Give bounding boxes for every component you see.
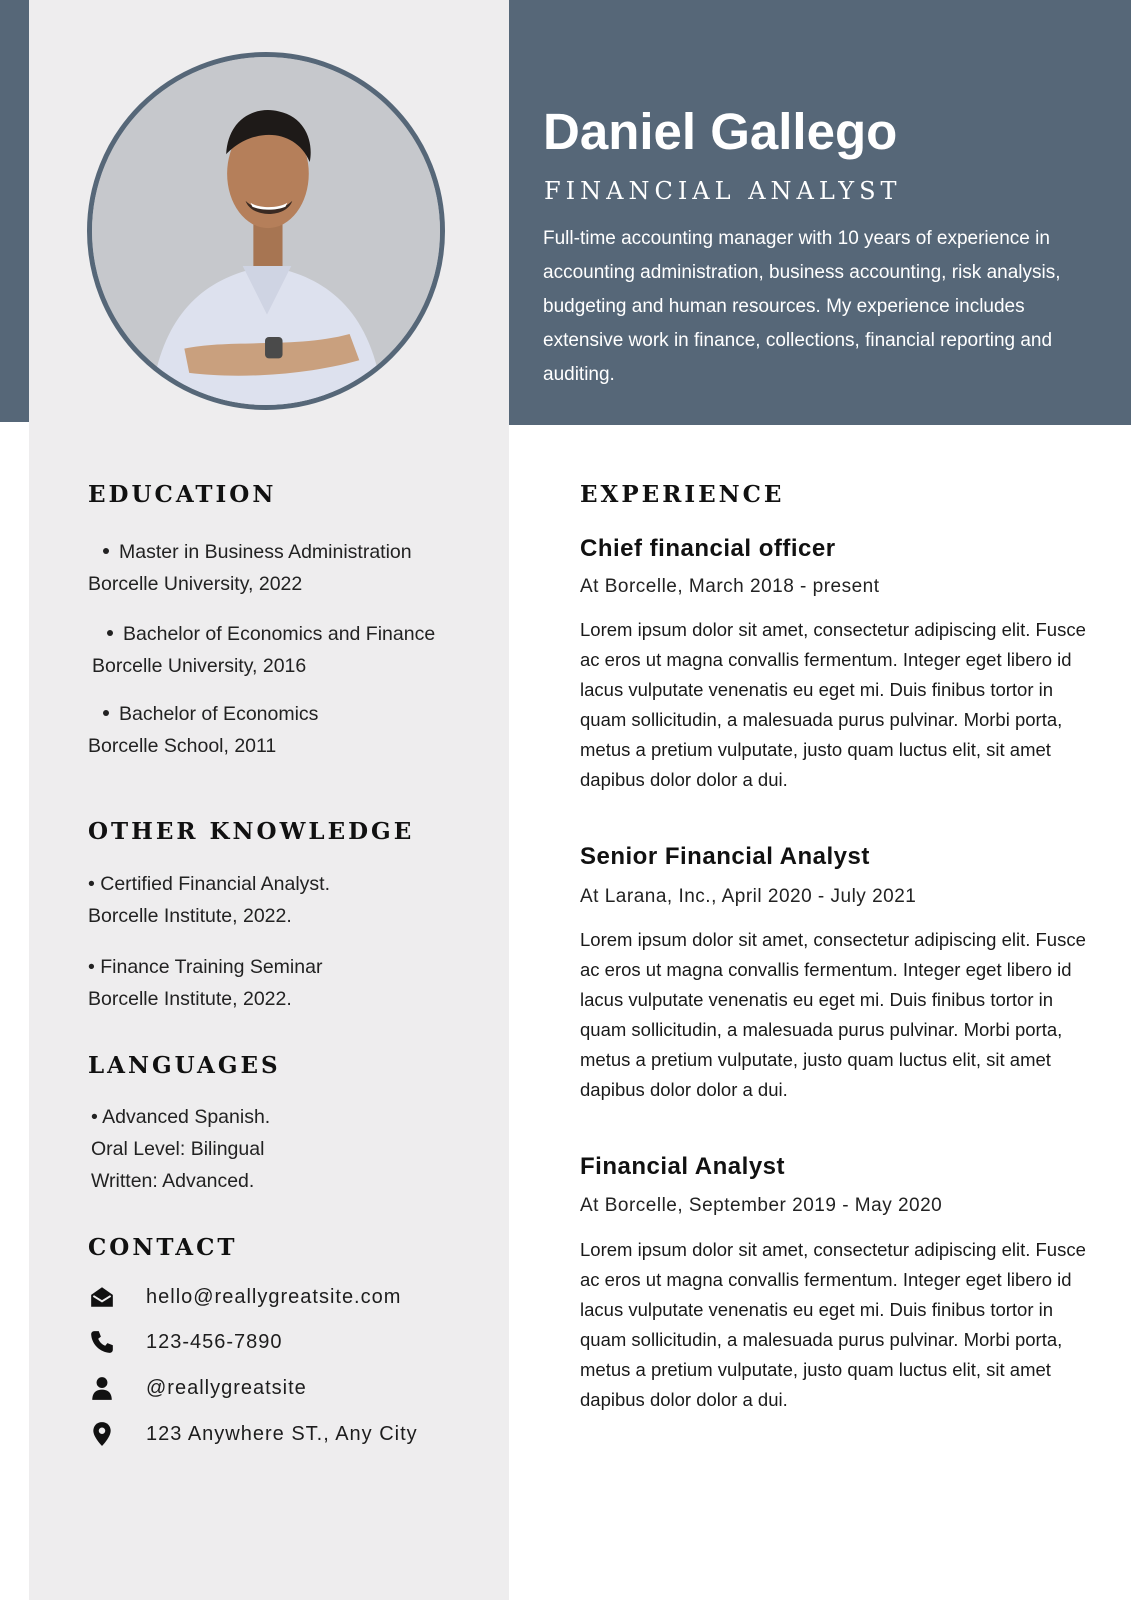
header-band-left <box>0 0 29 422</box>
portrait-image <box>92 57 440 405</box>
education-item <box>88 698 318 762</box>
job-title: Financial Analyst <box>580 1153 785 1180</box>
contact-phone[interactable]: 123-456-7890 <box>146 1330 283 1353</box>
job-description: Lorem ipsum dolor sit amet, consectetur adipiscing elit. Fusce ac eros ut magna convallis fermentum. Integer eget libero id lacus vulputate venenatis eu eget mi. Duis finibus tortor in quam sollicitudin, a malesuada purus pulvinar. Morbi porta, metus a pretium vulputate, justo quam luctus elit, sit amet dapibus dolor dolor a dui. <box>580 1239 1086 1410</box>
contact-email[interactable]: hello@reallygreatsite.com <box>146 1285 402 1308</box>
job-meta: At Borcelle, March 2018 - present <box>580 576 880 597</box>
contact-social[interactable]: @reallygreatsite <box>146 1376 307 1399</box>
job-title: Chief financial officer <box>580 535 836 562</box>
knowledge-detail: Borcelle Institute, 2022. <box>88 988 292 1010</box>
contact-social-row[interactable] <box>87 1372 307 1404</box>
person-icon <box>87 1373 117 1403</box>
other-knowledge-heading: OTHER KNOWLEDGE <box>88 818 415 845</box>
education-degree: Bachelor of Economics and Finance <box>123 623 436 645</box>
job-description: Lorem ipsum dolor sit amet, consectetur adipiscing elit. Fusce ac eros ut magna convallis fermentum. Integer eget libero id lacus vulputate venenatis eu eget mi. Duis finibus tortor in quam sollicitudin, a malesuada purus pulvinar. Morbi porta, metus a pretium vulputate, justo quam luctus elit, sit amet dapibus dolor dolor a dui. <box>580 619 1086 790</box>
job-role: FINANCIAL ANALYST <box>544 177 902 205</box>
education-degree: Bachelor of Economics <box>119 703 319 725</box>
job-description: Lorem ipsum dolor sit amet, consectetur adipiscing elit. Fusce ac eros ut magna convallis fermentum. Integer eget libero id lacus vulputate venenatis eu eget mi. Duis finibus tortor in quam sollicitudin, a malesuada purus pulvinar. Morbi porta, metus a pretium vulputate, justo quam luctus elit, sit amet dapibus dolor dolor a dui. <box>580 929 1086 1100</box>
education-item <box>92 618 435 682</box>
candidate-name: Daniel Gallego <box>543 103 898 160</box>
job-title: Senior Financial Analyst <box>580 843 870 870</box>
contact-address: 123 Anywhere ST., Any City <box>146 1422 418 1445</box>
education-heading: EDUCATION <box>88 481 277 508</box>
contact-phone-row[interactable] <box>87 1326 283 1358</box>
knowledge-title: • Finance Training Seminar <box>88 956 323 978</box>
envelope-icon <box>87 1282 117 1312</box>
contact-heading: CONTACT <box>88 1234 238 1261</box>
knowledge-item <box>88 868 330 932</box>
bullet-icon <box>103 710 109 716</box>
profile-photo <box>87 52 445 410</box>
contact-email-row[interactable] <box>87 1281 402 1313</box>
job-meta: At Borcelle, September 2019 - May 2020 <box>580 1195 943 1216</box>
education-school: Borcelle School, 2011 <box>88 735 277 757</box>
language-line: • Advanced Spanish. <box>91 1106 271 1128</box>
education-degree: Master in Business Administration <box>119 541 412 563</box>
language-line: Written: Advanced. <box>91 1170 255 1192</box>
contact-address-row <box>87 1418 418 1450</box>
education-school: Borcelle University, 2016 <box>92 655 307 677</box>
location-pin-icon <box>87 1419 117 1449</box>
profile-summary: Full-time accounting manager with 10 years of experience in accounting administration, business accounting, risk analysis, budgeting and human resources. My experience includes extensive work in finance, collections, financial reporting and auditing. <box>543 228 1061 385</box>
phone-icon <box>87 1327 117 1357</box>
languages-list <box>91 1101 270 1197</box>
job-meta: At Larana, Inc., April 2020 - July 2021 <box>580 886 917 907</box>
knowledge-item <box>88 951 322 1015</box>
knowledge-detail: Borcelle Institute, 2022. <box>88 905 292 927</box>
knowledge-title: • Certified Financial Analyst. <box>88 873 331 895</box>
bullet-icon <box>107 630 113 636</box>
experience-heading: EXPERIENCE <box>580 481 785 508</box>
bullet-icon <box>103 548 109 554</box>
languages-heading: LANGUAGES <box>88 1052 281 1079</box>
language-line: Oral Level: Bilingual <box>91 1138 265 1160</box>
education-item <box>88 536 412 600</box>
education-school: Borcelle University, 2022 <box>88 573 303 595</box>
